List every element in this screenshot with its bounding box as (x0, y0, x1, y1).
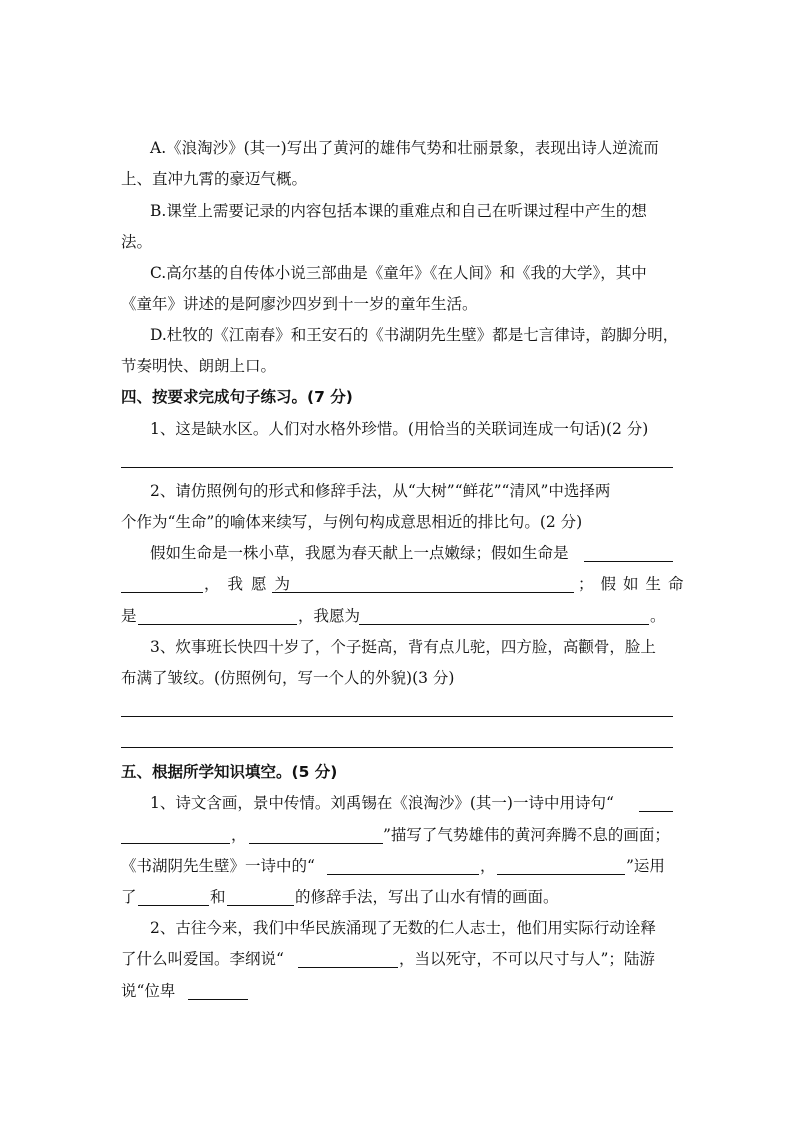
text-he: 和 (210, 888, 226, 906)
text-wo-yuan-wei: ，我愿为 (204, 575, 299, 593)
question-5-1-line1: 1、诗文含画，景中传情。刘禹锡在《浪淘沙》(其一)一诗中用诗句“ (150, 794, 614, 812)
blank-5-2-a[interactable] (298, 951, 398, 968)
option-c (0, 258, 794, 289)
blank-5-1-e[interactable] (138, 889, 209, 906)
text-period: 。 (650, 607, 666, 625)
answer-line-4-1[interactable] (121, 467, 673, 468)
text-le: 了 (121, 888, 137, 906)
question-5-2-line3-head: 说“位卑 (121, 982, 176, 1000)
option-b-line2: 法。 (121, 233, 153, 251)
text-shi: 是 (121, 607, 137, 625)
blank-5-1-f[interactable] (227, 889, 294, 906)
question-4-2-line2: 个作为“生命”的喻体来续写，与例句构成意思相近的排比句。(2 分) (121, 513, 583, 531)
question-4-2-line1: 2、请仿照例句的形式和修辞手法，从“大树”“鲜花”“清风”中选择两 (150, 482, 611, 500)
blank-4-2-b[interactable] (272, 576, 574, 593)
question-4-1: 1、这是缺水区。人们对水格外珍惜。(用恰当的关联词连成一句话)(2 分) (150, 420, 649, 438)
question-5-2-line2-tail: ，当以死守，不可以尺寸与人”；陆游 (399, 950, 655, 968)
answer-line-4-3-b[interactable] (121, 747, 673, 748)
text-comma-2: ， (480, 857, 496, 875)
blank-5-1-c[interactable] (327, 858, 479, 875)
option-a-line2: 上、直冲九霄的豪迈气概。 (121, 170, 308, 188)
question-5-1-line3-tail: ”运用 (626, 857, 665, 875)
blank-5-1-d[interactable] (497, 858, 625, 875)
blank-4-2-d[interactable] (359, 608, 649, 625)
blank-4-2-c[interactable] (138, 608, 297, 625)
blank-4-2-a[interactable] (584, 545, 673, 562)
question-5-1-line2-tail: ”描写了气势雄伟的黄河奔腾不息的画面； (383, 826, 670, 844)
option-d-line1: D.杜牧的《江南春》和王安石的《书湖阴先生壁》都是七言律诗，韵脚分明， (150, 326, 679, 344)
question-4-3-line1: 3、炊事班长快四十岁了，个子挺高，背有点儿驼，四方脸，高颧骨，脸上 (150, 638, 656, 656)
text-jiaru-shengming: ；假如生命 (578, 575, 691, 593)
question-5-1-line3-head: 《书湖阴先生壁》一诗中的“ (121, 857, 315, 875)
option-a (0, 133, 794, 164)
blank-5-2-b[interactable] (188, 983, 248, 1000)
text-wo-yuan-wei-2: ，我愿为 (298, 607, 361, 625)
question-5-1-line4-tail: 的修辞手法，写出了山水有情的画面。 (295, 888, 559, 906)
answer-line-4-3-a[interactable] (121, 716, 673, 717)
option-b (0, 196, 794, 227)
blank-5-1-b[interactable] (249, 827, 383, 844)
blank-4-2-a-cont[interactable] (121, 576, 203, 593)
question-4-3-line2: 布满了皱纹。(仿照例句，写一个人的外貌)(3 分) (121, 669, 455, 687)
option-c-line2: 《童年》讲述的是阿廖沙四岁到十一岁的童年生活。 (121, 295, 478, 313)
option-a-line1: A.《浪淘沙》(其一)写出了黄河的雄伟气势和壮丽景象，表现出诗人逆流而 (150, 139, 659, 157)
blank-5-1-a[interactable] (639, 795, 673, 812)
text-comma-1: ， (231, 826, 247, 844)
blank-5-1-a-cont[interactable] (121, 827, 230, 844)
section-5-heading: 五、根据所学知识填空。(5 分) (121, 763, 338, 781)
option-d (0, 320, 794, 351)
example-sentence: 假如生命是一株小草，我愿为春天献上一点嫩绿；假如生命是 (150, 544, 569, 562)
section-4-heading: 四、按要求完成句子练习。(7 分) (121, 388, 353, 406)
question-5-2-line1: 2、古往今来，我们中华民族涌现了无数的仁人志士，他们用实际行动诠释 (150, 919, 656, 937)
option-d-line2: 节奏明快、朗朗上口。 (121, 357, 277, 375)
option-b-line1: B.课堂上需要记录的内容包括本课的重难点和自己在听课过程中产生的想 (150, 202, 647, 220)
question-5-2-line2-head: 了什么叫爱国。李纲说“ (121, 950, 284, 968)
option-c-line1: C.高尔基的自传体小说三部曲是《童年》《在人间》和《我的大学》，其中 (150, 264, 647, 282)
